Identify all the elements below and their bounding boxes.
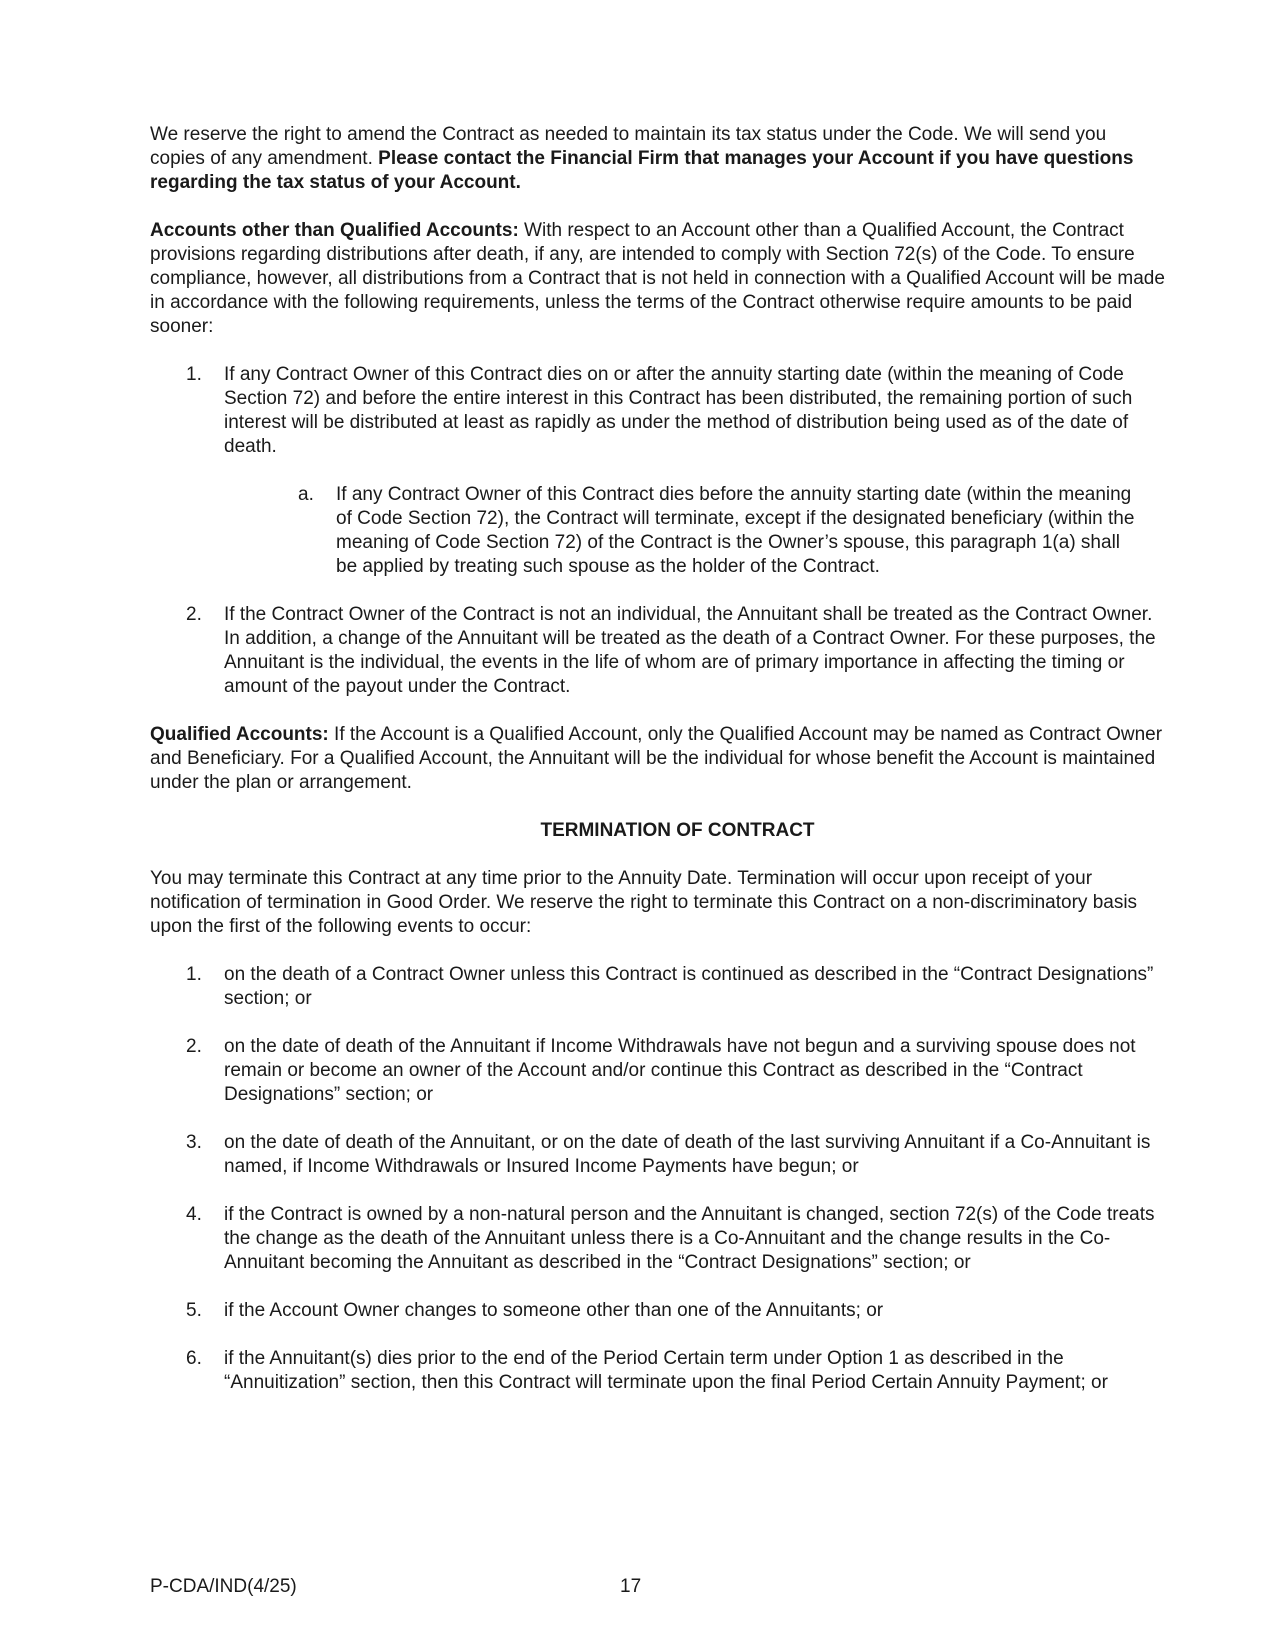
list-item-number: 1. (186, 364, 202, 385)
list-item-number: 2. (186, 1036, 202, 1057)
sub-list-item (150, 483, 1165, 579)
list-item-number: 6. (186, 1348, 202, 1369)
list-item-text: If any Contract Owner of this Contract dies on or after the annuity starting date (within the meaning of Code Section 72) and before the entire interest in this Contract has been distributed, the remaining portion of such interest will be distributed at least as rapidly as under the method of distribution being used as of the date of death. (224, 364, 1133, 457)
list-item-number: 1. (186, 964, 202, 985)
section-heading: TERMINATION OF CONTRACT (540, 820, 815, 841)
list-item-text: if the Contract is owned by a non-natural person and the Annuitant is changed, section 72(s) of the Code treats the change as the death of the Annuitant unless there is a Co-Annuitant and the change results in the Co-Annuitant becoming the Annuitant as described in the “Contract Designations” section; or (224, 1204, 1155, 1273)
list-item-text: on the death of a Contract Owner unless this Contract is continued as described in the “Contract Designations” section; or (224, 964, 1154, 1009)
non-qualified-text: With respect to an Account other than a Qualified Account, the Contract provisions regarding distributions after death, if any, are intended to comply with Section 72(s) of the Code. To ensure compliance, however, all distributions from a Contract that is not held in connection with a Qualified Account will be made in accordance with the following requirements, unless the terms of the Contract otherwise require amounts to be paid sooner: (150, 220, 1165, 337)
intro-paragraph (150, 123, 1165, 195)
sub-list-item-letter: a. (298, 484, 314, 505)
page-number: 17 (620, 1576, 642, 1597)
intro-bold-text: Please contact the Financial Firm that manages your Account if you have questions regarding the tax status of your Account. (150, 148, 1134, 193)
list-item (150, 603, 1165, 699)
list-item-text: if the Account Owner changes to someone other than one of the Annuitants; or (224, 1300, 884, 1321)
list-item (150, 363, 1165, 459)
list-item (150, 1347, 1165, 1395)
list-item (150, 1299, 1165, 1323)
list-item-number: 2. (186, 604, 202, 625)
non-qualified-label: Accounts other than Qualified Accounts: (150, 220, 519, 241)
list-item-text: on the date of death of the Annuitant, or on the date of death of the last surviving Annuitant if a Co-Annuitant is named, if Income Withdrawals or Insured Income Payments have begun; or (224, 1132, 1151, 1177)
document-page (150, 123, 1165, 1419)
qualified-text: If the Account is a Qualified Account, only the Qualified Account may be named as Contract Owner and Beneficiary. For a Qualified Account, the Annuitant will be the individual for whose benefit the Account is maintained under the plan or arrangement. (150, 724, 1163, 793)
qualified-label: Qualified Accounts: (150, 724, 329, 745)
form-id: P-CDA/IND(4/25) (150, 1576, 297, 1597)
termination-intro: You may terminate this Contract at any time prior to the Annuity Date. Termination will occur upon receipt of your notification of termination in Good Order. We reserve the right to terminate this Contract on a non-discriminatory basis upon the first of the following events to occur: (150, 868, 1138, 937)
list-item-number: 5. (186, 1300, 202, 1321)
list-item-text: if the Annuitant(s) dies prior to the end of the Period Certain term under Option 1 as described in the “Annuitization” section, then this Contract will terminate upon the final Period Certain Annuity Payment; or (224, 1348, 1108, 1393)
list-item-text: If the Contract Owner of the Contract is not an individual, the Annuitant shall be treated as the Contract Owner. In addition, a change of the Annuitant will be treated as the death of a Contract Owner. For these purposes, the Annuitant is the individual, the events in the life of whom are of primary importance in affecting the timing or amount of the payout under the Contract. (224, 604, 1156, 697)
list-item-text: on the date of death of the Annuitant if Income Withdrawals have not begun and a surviving spouse does not remain or become an owner of the Account and/or continue this Contract as described in the “Contract Designations” section; or (224, 1036, 1136, 1105)
list-item-number: 4. (186, 1204, 202, 1225)
sub-list-item-text: If any Contract Owner of this Contract dies before the annuity starting date (within the meaning of Code Section 72), the Contract will terminate, except if the designated beneficiary (within the meaning of Code Section 72) of the Contract is the Owner’s spouse, this paragraph 1(a) shall be applied by treating such spouse as the holder of the Contract. (336, 484, 1135, 577)
list-item (150, 1035, 1165, 1107)
list-item (150, 1203, 1165, 1275)
list-item (150, 963, 1165, 1011)
intro-text: We reserve the right to amend the Contract as needed to maintain its tax status under the Code. We will send you copies of any amendment. (150, 124, 1107, 169)
list-item (150, 1131, 1165, 1179)
qualified-paragraph (150, 723, 1165, 795)
list-item-number: 3. (186, 1132, 202, 1153)
non-qualified-paragraph (150, 219, 1165, 339)
